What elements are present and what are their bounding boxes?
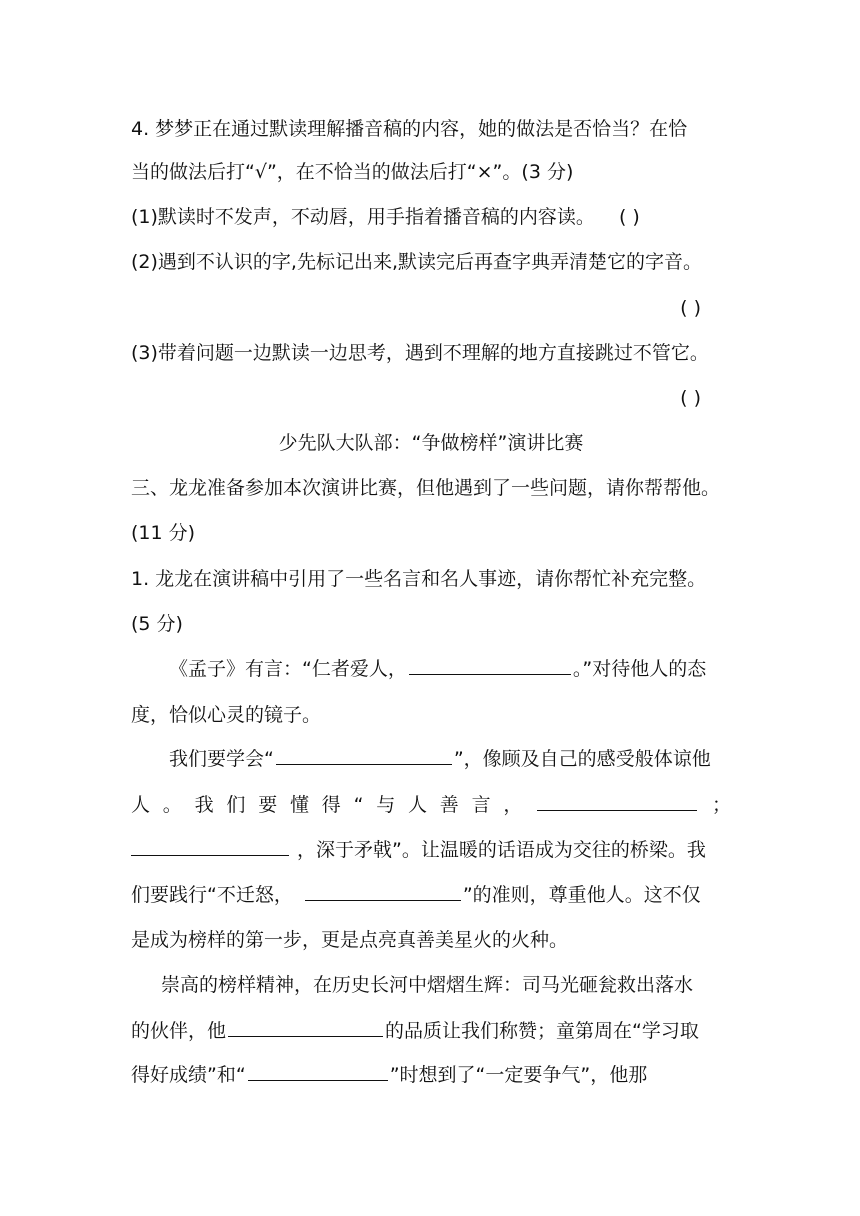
para-1-text-b: 。”对待他人的态 (572, 658, 707, 680)
fill-blank-2[interactable] (276, 744, 452, 765)
char-4: 要 (258, 794, 278, 816)
fill-blank-3[interactable] (537, 790, 697, 811)
para-2-text-d2: ”的准则，尊重他人。这不仅 (462, 884, 701, 906)
fill-blank-6[interactable] (228, 1016, 383, 1037)
paragraph-2-line-1 (131, 744, 731, 774)
question-4-line-1: 4. 梦梦正在通过默读理解播音稿的内容，她的做法是否恰当？在恰 (131, 118, 688, 140)
fill-blank-4[interactable] (131, 835, 289, 856)
para-2-text-b: ”，像顾及自己的感受般体谅他 (453, 748, 711, 770)
para-3-text-c1: 得好成绩”和“ (131, 1064, 246, 1086)
char-10: 善 (439, 794, 459, 816)
item-1-text: (1)默读时不发声，不动唇，用手指着播音稿的内容读。 (131, 206, 595, 228)
paragraph-3-line-2 (131, 1016, 731, 1046)
question-1-line-1: 1. 龙龙在演讲稿中引用了一些名言和名人事迹，请你帮忙补充完整。 (131, 568, 707, 590)
para-3-text-b2: 的品质让我们称赞；童第周在“学习取 (385, 1020, 699, 1042)
fill-blank-5[interactable] (305, 880, 461, 901)
char-0: 人 (131, 794, 151, 816)
char-9: 人 (408, 794, 428, 816)
section-title: 少先队大队部：“争做榜样”演讲比赛 (278, 432, 584, 454)
fill-blank-1[interactable] (409, 654, 571, 675)
question-4-item-3: (3)带着问题一边默读一边思考，遇到不理解的地方直接跳过不管它。 (131, 342, 709, 364)
answer-parentheses-3[interactable]: ( ) (680, 387, 701, 409)
question-4-item-2: (2)遇到不认识的字,先标记出来,默读完后再查字典弄清楚它的字音。 (131, 251, 702, 273)
paragraph-2-line-3 (131, 835, 731, 865)
paragraph-2-line-4 (131, 880, 731, 910)
char-8: 与 (376, 794, 396, 816)
char-5: 懂 (289, 794, 309, 816)
char-6: 得 (321, 794, 341, 816)
para-2-text-d1: 们要践行“不迁怒， (131, 884, 293, 906)
paragraph-2-line-2 (131, 790, 731, 820)
char-12: ， (503, 794, 523, 816)
fill-blank-7[interactable] (248, 1060, 388, 1081)
char-2: 我 (194, 794, 214, 816)
char-3: 们 (226, 794, 246, 816)
paragraph-1-line-2: 度，恰似心灵的镜子。 (131, 704, 322, 726)
question-4-item-1 (131, 202, 731, 232)
question-1-line-2: (5 分) (131, 613, 183, 635)
para-2-text-c: ，深于矛戟”。让温暖的话语成为交往的桥梁。我 (297, 839, 706, 861)
paragraph-3-line-1: 崇高的榜样精神，在历史长河中熠熠生辉：司马光砸瓮救出落水 (161, 974, 694, 996)
para-3-text-c2: ”时想到了“一定要争气”，他那 (389, 1064, 648, 1086)
char-7: “ (353, 794, 364, 816)
answer-parentheses-1[interactable]: ( ) (618, 206, 640, 228)
question-4-line-2: 当的做法后打“√”，在不恰当的做法后打“×”。(3 分) (131, 161, 574, 183)
paragraph-2-line-5: 是成为榜样的第一步，更是点亮真善美星火的火种。 (131, 929, 569, 951)
char-semicolon: ； (711, 794, 731, 816)
answer-parentheses-2[interactable]: ( ) (680, 297, 701, 319)
para-1-text-a: 《孟子》有言：“仁者爱人， (169, 658, 407, 680)
part-3-line-1: 三、龙龙准备参加本次演讲比赛，但他遇到了一些问题，请你帮帮他。 (131, 477, 721, 499)
part-3-line-2: (11 分) (131, 522, 196, 544)
char-1: 。 (162, 794, 182, 816)
paragraph-3-line-3 (131, 1060, 731, 1090)
char-11: 言 (471, 794, 491, 816)
paragraph-1-line-1 (131, 654, 731, 684)
para-2-text-a: 我们要学会“ (169, 748, 274, 770)
para-3-text-b1: 的伙伴，他 (131, 1020, 227, 1042)
